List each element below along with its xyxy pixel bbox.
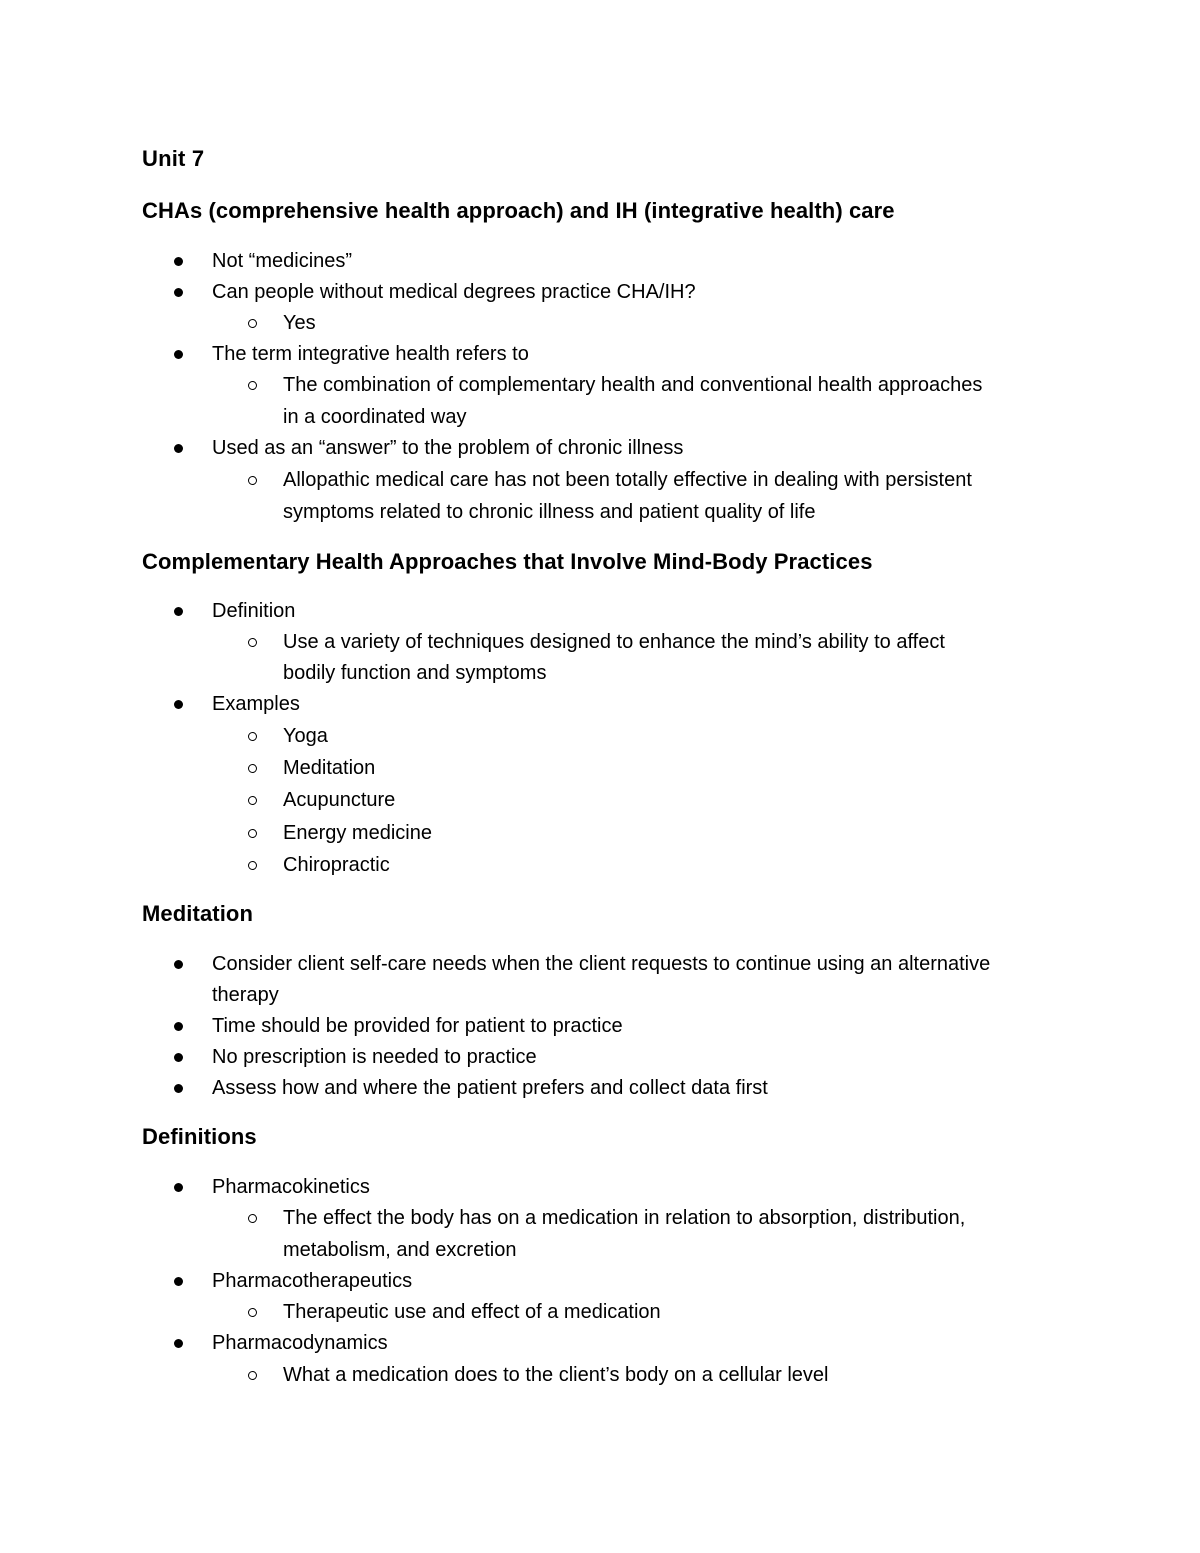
sub-list-item: Yes: [283, 312, 316, 334]
section-heading-meditation: Meditation: [142, 901, 253, 926]
bullet-icon: [174, 960, 183, 969]
bullet-icon: [174, 1053, 183, 1062]
bullet-icon: [174, 1022, 183, 1031]
list-item: Consider client self-care needs when the client requests to continue using an alternative: [212, 953, 991, 975]
bullet-icon: [174, 1277, 183, 1286]
sub-list-item-continuation: symptoms related to chronic illness and patient quality of life: [283, 501, 816, 523]
bullet-icon: [174, 288, 183, 297]
sub-bullet-icon: [248, 732, 257, 741]
sub-bullet-icon: [248, 1308, 257, 1317]
list-item: Pharmacotherapeutics: [212, 1270, 413, 1292]
section-heading-cha-ih: CHAs (comprehensive health approach) and IH (integrative health) care: [142, 198, 895, 223]
sub-bullet-icon: [248, 319, 257, 328]
bullet-icon: [174, 257, 183, 266]
list-item: Used as an “answer” to the problem of chronic illness: [212, 437, 684, 459]
sub-list-item-continuation: in a coordinated way: [283, 406, 467, 428]
list-item: Can people without medical degrees practice CHA/IH?: [212, 281, 696, 303]
section-heading-definitions: Definitions: [142, 1124, 257, 1149]
sub-bullet-icon: [248, 764, 257, 773]
unit-title: Unit 7: [142, 146, 205, 171]
sub-list-item: Therapeutic use and effect of a medication: [283, 1301, 661, 1323]
sub-bullet-icon: [248, 381, 257, 390]
bullet-icon: [174, 607, 183, 616]
sub-list-item: Use a variety of techniques designed to enhance the mind’s ability to affect: [283, 631, 945, 653]
sub-bullet-icon: [248, 476, 257, 485]
sub-bullet-icon: [248, 1371, 257, 1380]
bullet-icon: [174, 444, 183, 453]
sub-list-item: The combination of complementary health and conventional health approaches: [283, 374, 983, 396]
list-item: Definition: [212, 600, 296, 622]
list-item: Assess how and where the patient prefers and collect data first: [212, 1077, 768, 1099]
sub-list-item-continuation: bodily function and symptoms: [283, 662, 547, 684]
bullet-icon: [174, 1183, 183, 1192]
bullet-icon: [174, 350, 183, 359]
sub-list-item: The effect the body has on a medication in relation to absorption, distribution,: [283, 1207, 966, 1229]
list-item: No prescription is needed to practice: [212, 1046, 537, 1068]
sub-list-item: Meditation: [283, 757, 376, 779]
sub-bullet-icon: [248, 829, 257, 838]
bullet-icon: [174, 1084, 183, 1093]
list-item: Time should be provided for patient to practice: [212, 1015, 623, 1037]
sub-list-item: Allopathic medical care has not been totally effective in dealing with persistent: [283, 469, 972, 491]
sub-bullet-icon: [248, 861, 257, 870]
sub-list-item: Chiropractic: [283, 854, 390, 876]
list-item: Pharmacokinetics: [212, 1176, 370, 1198]
sub-bullet-icon: [248, 638, 257, 647]
section-heading-mind-body: Complementary Health Approaches that Involve Mind-Body Practices: [142, 549, 873, 574]
sub-list-item: Yoga: [283, 725, 328, 747]
bullet-icon: [174, 700, 183, 709]
list-item: Examples: [212, 693, 300, 715]
sub-list-item-continuation: metabolism, and excretion: [283, 1239, 517, 1261]
sub-list-item: Acupuncture: [283, 789, 396, 811]
sub-list-item: What a medication does to the client’s body on a cellular level: [283, 1364, 829, 1386]
sub-list-item: Energy medicine: [283, 822, 432, 844]
sub-bullet-icon: [248, 1214, 257, 1223]
list-item: Not “medicines”: [212, 250, 353, 272]
bullet-icon: [174, 1339, 183, 1348]
list-item: The term integrative health refers to: [212, 343, 529, 365]
sub-bullet-icon: [248, 796, 257, 805]
list-item-continuation: therapy: [212, 984, 279, 1006]
list-item: Pharmacodynamics: [212, 1332, 388, 1354]
